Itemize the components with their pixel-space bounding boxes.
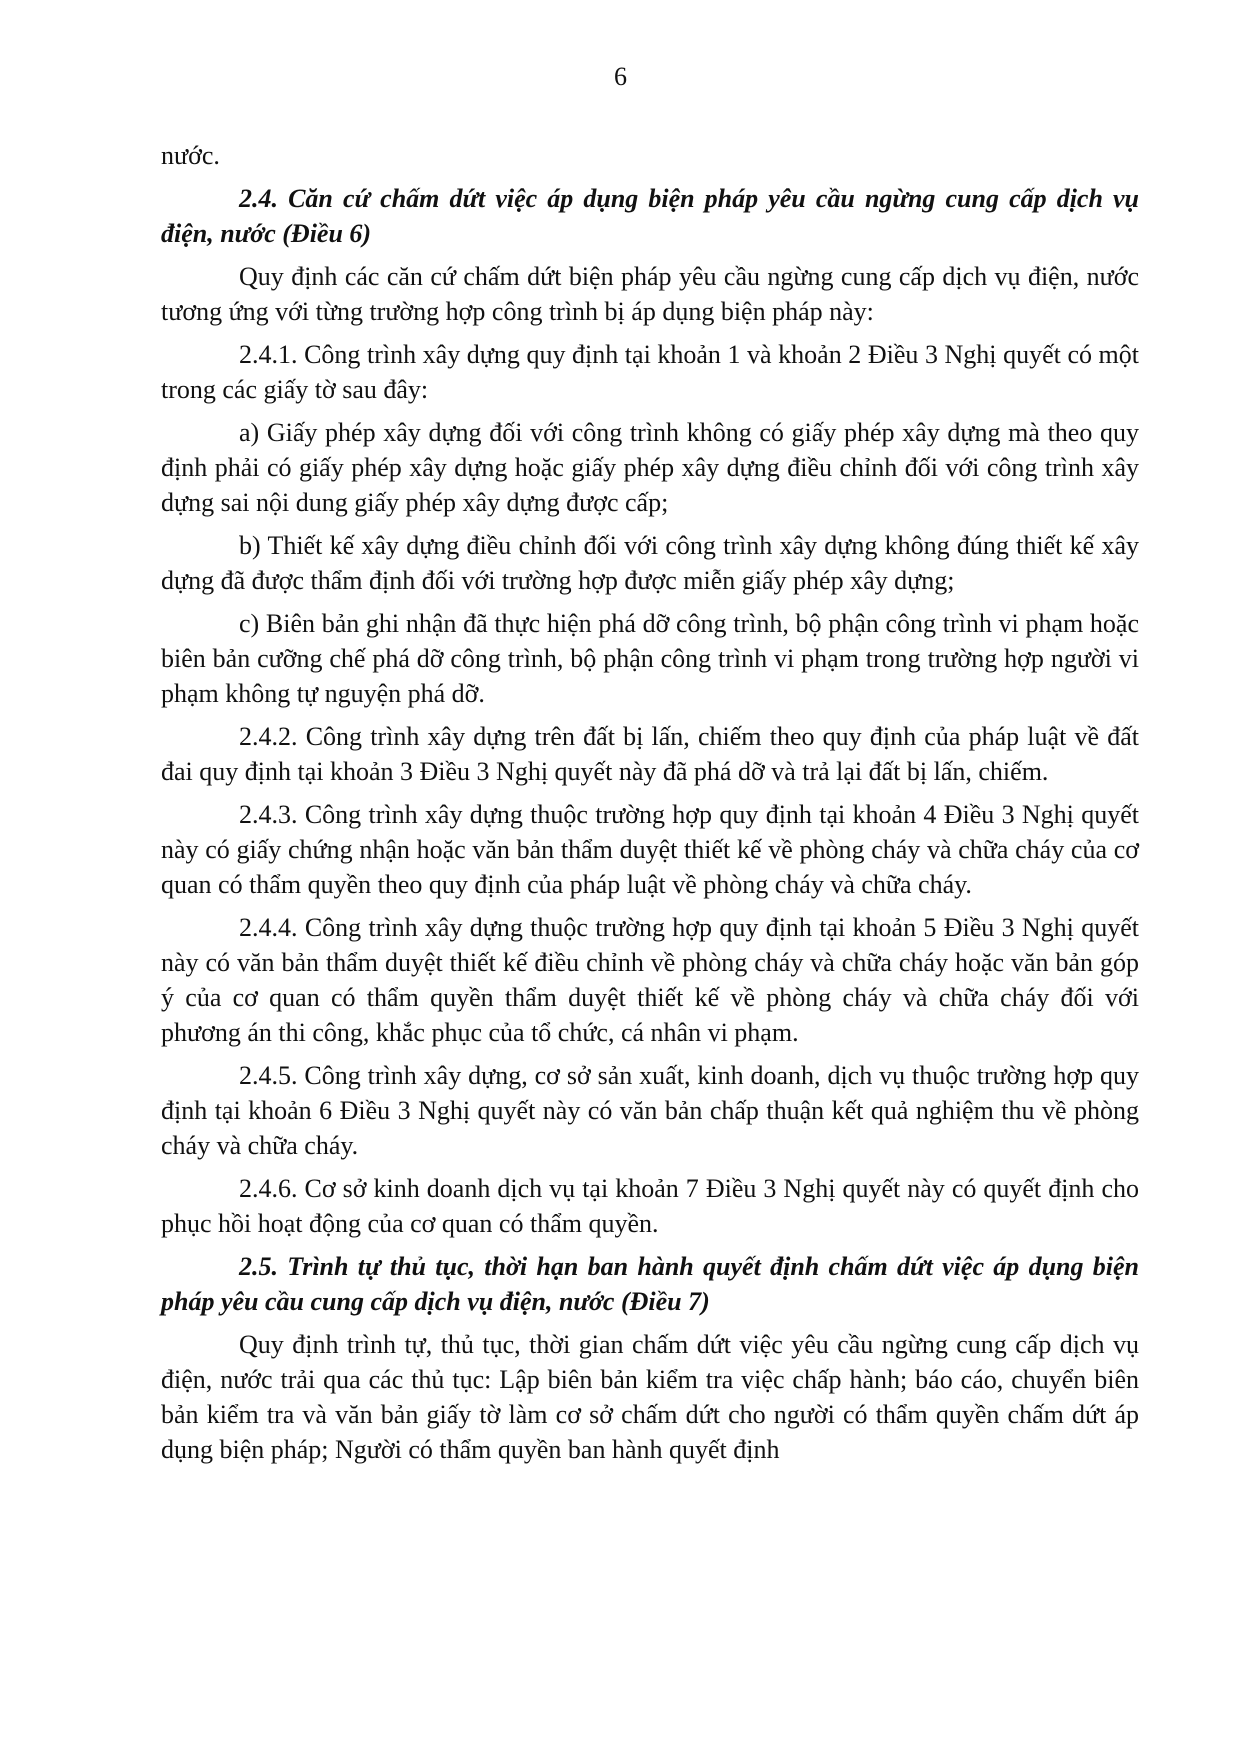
paragraph-2-4-3: 2.4.3. Công trình xây dựng thuộc trường hợp quy định tại khoản 4 Điều 3 Nghị quyết này có giấy chứng nhận hoặc văn bản thẩm duyệt thiết kế về phòng cháy và chữa cháy của cơ quan có thẩm quyền theo quy định của pháp luật về phòng cháy và chữa cháy. — [161, 800, 1139, 899]
paragraph-2-4-5: 2.4.5. Công trình xây dựng, cơ sở sản xuất, kinh doanh, dịch vụ thuộc trường hợp quy định tại khoản 6 Điều 3 Nghị quyết này có văn bản chấp thuận kết quả nghiệm thu về phòng cháy và chữa cháy. — [161, 1061, 1139, 1160]
paragraph-item-c: c) Biên bản ghi nhận đã thực hiện phá dỡ công trình, bộ phận công trình vi phạm hoặc biên bản cưỡng chế phá dỡ công trình, bộ phận công trình vi phạm trong trường hợp người vi phạm không tự nguyện phá dỡ. — [161, 609, 1139, 708]
page-number: 6 — [614, 62, 627, 91]
paragraph-item-b: b) Thiết kế xây dựng điều chỉnh đối với công trình xây dựng không đúng thiết kế xây dựng đã được thẩm định đối với trường hợp được miễn giấy phép xây dựng; — [161, 531, 1139, 595]
paragraph-2-4-6: 2.4.6. Cơ sở kinh doanh dịch vụ tại khoản 7 Điều 3 Nghị quyết này có quyết định cho phục hồi hoạt động của cơ quan có thẩm quyền. — [161, 1174, 1139, 1238]
paragraph-intro: Quy định các căn cứ chấm dứt biện pháp yêu cầu ngừng cung cấp dịch vụ điện, nước tương ứng với từng trường hợp công trình bị áp dụng biện pháp này: — [161, 262, 1139, 326]
paragraph-2-4-2: 2.4.2. Công trình xây dựng trên đất bị lấn, chiếm theo quy định của pháp luật về đất đai quy định tại khoản 3 Điều 3 Nghị quyết này đã phá dỡ và trả lại đất bị lấn, chiếm. — [161, 722, 1139, 786]
section-heading-2-4: 2.4. Căn cứ chấm dứt việc áp dụng biện pháp yêu cầu ngừng cung cấp dịch vụ điện, nước (Điều 6) — [161, 184, 1139, 248]
paragraph-item-a: a) Giấy phép xây dựng đối với công trình không có giấy phép xây dựng mà theo quy định phải có giấy phép xây dựng hoặc giấy phép xây dựng điều chỉnh đối với công trình xây dựng sai nội dung giấy phép xây dựng được cấp; — [161, 418, 1139, 517]
paragraph-2-5: Quy định trình tự, thủ tục, thời gian chấm dứt việc yêu cầu ngừng cung cấp dịch vụ điện, nước trải qua các thủ tục: Lập biên bản kiểm tra việc chấp hành; báo cáo, chuyển biên bản kiểm tra và văn bản giấy tờ làm cơ sở chấm dứt cho người có thẩm quyền chấm dứt áp dụng biện pháp; Người có thẩm quyền ban hành quyết định — [161, 1330, 1139, 1464]
paragraph-2-4-1: 2.4.1. Công trình xây dựng quy định tại khoản 1 và khoản 2 Điều 3 Nghị quyết có một trong các giấy tờ sau đây: — [161, 340, 1139, 404]
section-heading-2-5: 2.5. Trình tự thủ tục, thời hạn ban hành quyết định chấm dứt việc áp dụng biện pháp yêu cầu cung cấp dịch vụ điện, nước (Điều 7) — [161, 1252, 1139, 1316]
continuation-text: nước. — [161, 141, 220, 170]
document-body — [161, 138, 1139, 1475]
paragraph-2-4-4: 2.4.4. Công trình xây dựng thuộc trường hợp quy định tại khoản 5 Điều 3 Nghị quyết này có văn bản thẩm duyệt thiết kế điều chỉnh về phòng cháy và chữa cháy hoặc văn bản góp ý của cơ quan có thẩm quyền thẩm duyệt thiết kế về phòng cháy và chữa cháy đối với phương án thi công, khắc phục của tổ chức, cá nhân vi phạm. — [161, 913, 1139, 1047]
